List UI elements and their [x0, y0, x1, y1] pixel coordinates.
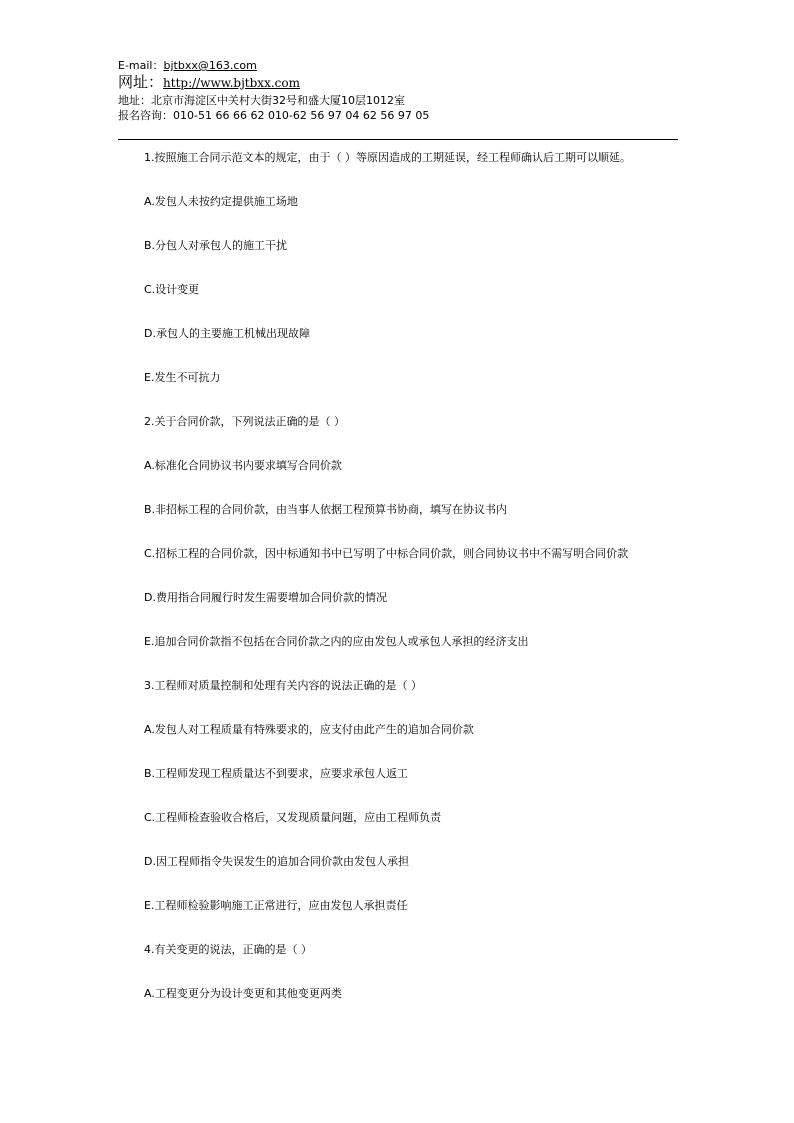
- option-2c: C.招标工程的合同价款，因中标通知书中已写明了中标合同价款，则合同协议书中不需写明合同价款: [144, 547, 629, 560]
- email-link[interactable]: bjtbxx@163.com: [163, 59, 257, 72]
- question-1: 1.按照施工合同示范文本的规定，由于（ ）等原因造成的工期延误，经工程师确认后工期可以顺延。: [144, 151, 631, 164]
- phone-line: 报名咨询：010-51 66 66 62 010-62 56 97 04 62 56 97 05: [118, 109, 430, 122]
- option-3a: A.发包人对工程质量有特殊要求的，应支付由此产生的追加合同价款: [144, 723, 474, 736]
- option-2a: A.标准化合同协议书内要求填写合同价款: [144, 459, 342, 472]
- question-4: 4.有关变更的说法，正确的是（ ）: [144, 943, 312, 956]
- option-2e: E.追加合同价款指不包括在合同价款之内的应由发包人或承包人承担的经济支出: [144, 635, 529, 648]
- website-link[interactable]: http://www.bjtbxx.com: [163, 76, 300, 90]
- option-3c: C.工程师检查验收合格后，又发现质量问题，应由工程师负责: [144, 811, 442, 824]
- question-list: [144, 150, 684, 1030]
- option-2d: D.费用指合同履行时发生需要增加合同价款的情况: [144, 591, 387, 604]
- option-3e: E.工程师检验影响施工正常进行，应由发包人承担责任: [144, 899, 408, 912]
- contact-header: [118, 58, 678, 123]
- option-2b: B.非招标工程的合同价款，由当事人依据工程预算书协商，填写在协议书内: [144, 503, 508, 516]
- option-1a: A.发包人未按约定提供施工场地: [144, 195, 298, 208]
- address-line: 地址：北京市海淀区中关村大街32号和盛大厦10层1012室: [118, 94, 405, 107]
- option-1b: B.分包人对承包人的施工干扰: [144, 239, 288, 252]
- option-4a: A.工程变更分为设计变更和其他变更两类: [144, 987, 342, 1000]
- question-2: 2.关于合同价款，下列说法正确的是（ ）: [144, 415, 345, 428]
- option-1c: C.设计变更: [144, 283, 200, 296]
- option-1e: E.发生不可抗力: [144, 371, 221, 384]
- option-3b: B.工程师发现工程质量达不到要求，应要求承包人返工: [144, 767, 409, 780]
- header-divider: [118, 139, 678, 140]
- website-label: 网址：: [118, 73, 164, 91]
- option-1d: D.承包人的主要施工机械出现故障: [144, 327, 310, 340]
- website-line: [118, 73, 678, 93]
- option-3d: D.因工程师指令失误发生的追加合同价款由发包人承担: [144, 855, 409, 868]
- email-line: [118, 58, 678, 73]
- email-label: E-mail：: [118, 59, 164, 72]
- question-3: 3.工程师对质量控制和处理有关内容的说法正确的是（ ）: [144, 679, 422, 692]
